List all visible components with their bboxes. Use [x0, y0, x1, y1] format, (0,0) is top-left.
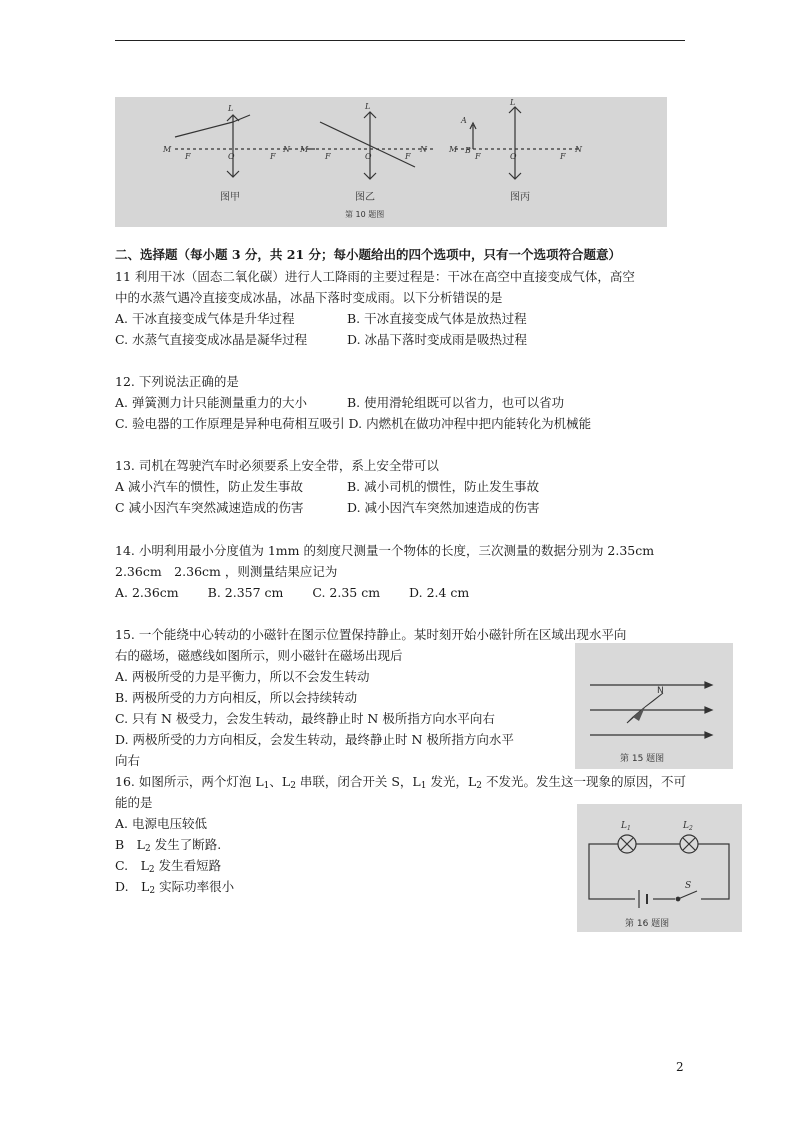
q15-option-d-line2: 向右	[115, 753, 141, 768]
fig10-label-N2: N	[420, 145, 427, 154]
fig10-label-M3: M	[449, 145, 458, 154]
question-13	[115, 455, 695, 518]
header-rule	[115, 40, 685, 41]
q16-option-a: A. 电源电压较低	[115, 816, 207, 831]
fig10-label-F4: F	[405, 152, 411, 161]
q16-option-c: C. $L_2$ 发生看短路	[115, 858, 222, 875]
figure-16-circuit	[577, 804, 742, 932]
fig10-label-B: B	[465, 146, 471, 155]
section-heading: 二、选择题（每小题 3 分，共 21 分；每小题给出的四个选项中，只有一个选项符合题意）	[115, 247, 622, 262]
figure-10-lens-diagrams	[115, 97, 667, 227]
q16-option-d: D. $L_2$ 实际功率很小	[115, 879, 235, 896]
q13-option-c: C 减小因汽车突然减速造成的伤害	[115, 500, 304, 515]
q12-stem: 12. 下列说法正确的是	[115, 374, 239, 389]
q14-line2: 2.36cm 2.36cm ，则测量结果应记为	[115, 564, 338, 579]
fig10-caption-bing: 图丙	[510, 192, 530, 203]
fig10-caption-yi: 图乙	[355, 192, 375, 203]
q15-line2: 右的磁场，磁感线如图所示，则小磁针在磁场出现后	[115, 648, 403, 663]
fig10-label-A: A	[461, 116, 467, 125]
q15-line1: 15. 一个能绕中心转动的小磁针在图示位置保持静止。某时刻开始小磁针所在区域出现水平向	[115, 627, 627, 642]
fig10-label-M: M	[163, 145, 172, 154]
question-11	[115, 266, 695, 350]
q11-option-c: C. 水蒸气直接变成冰晶是凝华过程	[115, 332, 308, 347]
q12-option-cd: C. 验电器的工作原理是异种电荷相互吸引 D. 内燃机在做功冲程中把内能转化为机械能	[115, 416, 592, 431]
q13-option-d: D. 减小因汽车突然加速造成的伤害	[347, 500, 540, 515]
fig10-label-O2: O	[365, 152, 372, 161]
q11-line2: 中的水蒸气遇冷直接变成冰晶，冰晶下落时变成雨。以下分析错误的是	[115, 290, 503, 305]
fig10-label-O3: O	[510, 152, 517, 161]
fig16-label-l1: $L_1$	[621, 821, 631, 832]
q16-line2: 能的是	[115, 795, 153, 810]
q15-option-a: A. 两极所受的力是平衡力，所以不会发生转动	[115, 669, 370, 684]
fig10-label-F: F	[185, 152, 191, 161]
fig10-label-L3: L	[510, 98, 516, 107]
fig10-label-M2: M	[300, 145, 309, 154]
fig10-caption: 第 10 题图	[345, 210, 385, 219]
fig10-label-F3: F	[325, 152, 331, 161]
fig15-needle-n-label: N	[657, 686, 664, 696]
fig16-caption: 第 16 题图	[625, 919, 670, 929]
q13-option-a: A 减小汽车的惯性，防止发生事故	[115, 479, 304, 494]
fig10-label-O: O	[228, 152, 235, 161]
question-12	[115, 371, 695, 434]
fig15-caption: 第 15 题图	[620, 754, 665, 764]
fig16-label-l2: $L_2$	[683, 821, 693, 832]
fig16-label-s: S	[685, 881, 692, 891]
q15-option-b: B. 两极所受的力方向相反，所以会持续转动	[115, 690, 358, 705]
fig10-label-F2: F	[270, 152, 276, 161]
fig10-caption-jia: 图甲	[220, 192, 240, 203]
fig10-label-N3: N	[575, 145, 582, 154]
q16-line1: 16. 如图所示，两个灯泡 $L_1$、$L_2$ 串联，闭合开关 S，$L_1$ 发光，$L_2$ 不发光。发生这一现象的原因，不可	[115, 774, 686, 791]
q11-line1: 11 利用干冰（固态二氧化碳）进行人工降雨的主要过程是：干冰在高空中直接变成气体，高空	[115, 269, 635, 284]
q16-option-b: B $L_2$ 发生了断路.	[115, 837, 222, 854]
fig10-label-L: L	[228, 104, 234, 113]
page-number: 2	[676, 1060, 684, 1074]
q15-option-c: C. 只有 N 极受力，会发生转动，最终静止时 N 极所指方向水平向右	[115, 711, 495, 726]
q11-option-a: A. 干冰直接变成气体是升华过程	[115, 311, 295, 326]
q13-stem: 13. 司机在驾驶汽车时必须要系上安全带，系上安全带可以	[115, 458, 439, 473]
fig10-label-N: N	[283, 145, 290, 154]
q14-line1: 14. 小明利用最小分度值为 1mm 的刻度尺测量一个物体的长度，三次测量的数据分别为 2.35cm	[115, 543, 655, 558]
fig10-label-F6: F	[560, 152, 566, 161]
q15-option-d-line1: D. 两极所受的力方向相反，会发生转动，最终静止时 N 极所指方向水平	[115, 732, 514, 747]
fig10-label-F5: F	[475, 152, 481, 161]
q12-option-b: B. 使用滑轮组既可以省力，也可以省功	[347, 395, 565, 410]
q11-option-d: D. 冰晶下落时变成雨是吸热过程	[347, 332, 528, 347]
question-14	[115, 540, 695, 603]
q13-option-b: B. 减小司机的惯性，防止发生事故	[347, 479, 540, 494]
q11-option-b: B. 干冰直接变成气体是放热过程	[347, 311, 527, 326]
q14-options: A. 2.36cm B. 2.357 cm C. 2.35 cm D. 2.4 cm	[115, 585, 470, 600]
figure-15-magnetic-field	[575, 643, 733, 769]
q12-option-a: A. 弹簧测力计只能测量重力的大小	[115, 395, 307, 410]
fig10-label-L2: L	[365, 102, 371, 111]
